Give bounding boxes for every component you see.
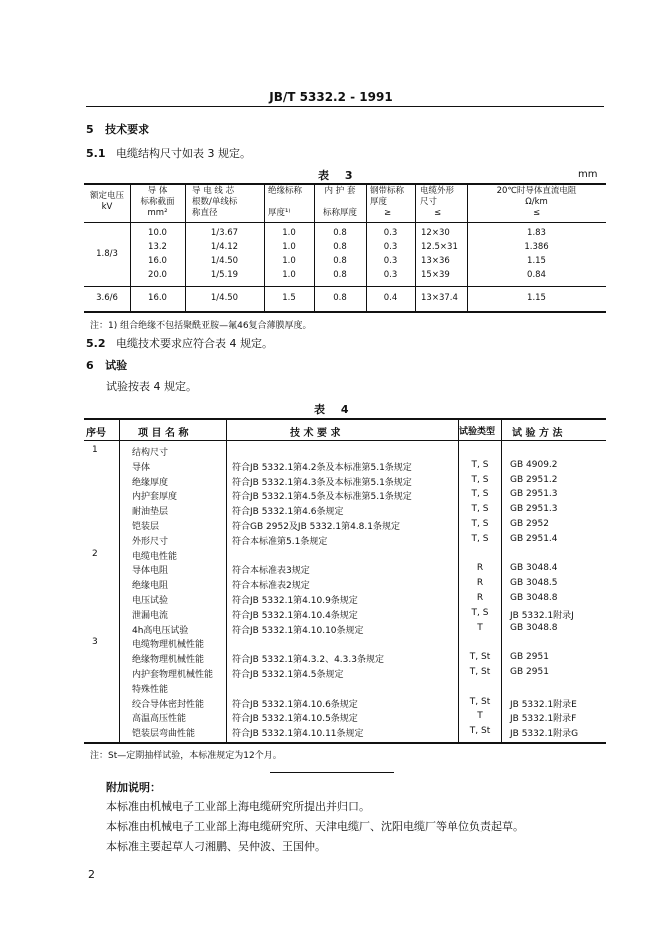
t3-cell-steel-tape: 0.3	[383, 242, 398, 252]
t4-cell-requirement: 符合JB 5332.1第4.10.10条规定	[232, 625, 364, 636]
t4-cell-item-name: 外形尺寸	[132, 536, 169, 547]
t3-cell-outer-size: 13×37.4	[421, 293, 458, 303]
t3-cell-area: 16.0	[148, 293, 167, 303]
t4-cell-test-type: T, S	[471, 489, 489, 500]
t4-cell-requirement: 符合JB 5332.1第4.10.11条规定	[232, 729, 364, 740]
t4-cell-item-name: 内护套物理机械性能	[132, 670, 214, 680]
table-4-caption: 表 4	[314, 403, 355, 416]
t4-header-requirement: 技 术 要 求	[290, 428, 341, 439]
t4-header-item: 项 目 名 称	[138, 428, 189, 439]
t4-cell-requirement: 符合本标准表3规定	[232, 566, 310, 577]
t3-header-outer-size: 电缆外形 尺寸 ≤	[420, 186, 455, 218]
t3-cell-steel-tape: 0.3	[383, 256, 398, 266]
t4-cell-test-type: T, S	[471, 519, 489, 529]
t4-cell-test-type: T, St	[469, 696, 491, 707]
t4-cell-test-type: T, S	[471, 459, 489, 470]
t3-voltage-group-1: 1.8/3	[96, 249, 118, 259]
t3-cell-sheath: 0.8	[333, 256, 347, 266]
t4-cell-item-name: 泄漏电流	[132, 610, 169, 621]
appendix-line-3: 本标准主要起草人刁湘鹏、吴仲波、王国仲。	[106, 840, 326, 853]
t4-cell-test-type: T	[477, 622, 483, 633]
t4-cell-item-name: 4h高电压试验	[132, 625, 189, 636]
t4-cell-item-name: 铠装层	[132, 522, 160, 532]
t4-cell-item-name: 绝缘厚度	[132, 477, 169, 488]
t4-cell-requirement: 符合JB 5332.1第4.5条及本标准第5.1条规定	[232, 492, 412, 503]
t3-cell-core: 1/4.12	[210, 242, 239, 252]
t4-cell-item-name: 结构尺寸	[132, 448, 169, 458]
t3-voltage-group-2: 3.6/6	[96, 293, 118, 303]
section-6-number: 6	[86, 359, 94, 372]
t4-cell-test-type: T	[477, 711, 483, 722]
t4-cell-test-method: JB 5332.1附录E	[510, 699, 577, 710]
t4-cell-item-name: 电缆物理机械性能	[132, 640, 205, 651]
t4-cell-requirement: 符合JB 5332.1第4.5条规定	[232, 670, 344, 680]
header-rule	[86, 106, 604, 107]
t4-cell-test-method: GB 3048.5	[510, 578, 558, 589]
page-number: 2	[88, 868, 95, 881]
t4-cell-requirement: 符合JB 5332.1第4.3条及本标准第5.1条规定	[232, 477, 412, 488]
t4-cell-test-type: T, S	[471, 504, 489, 515]
t4-cell-requirement: 符合JB 5332.1第4.6条规定	[232, 507, 344, 518]
t3-cell-insulation: 1.0	[282, 228, 296, 238]
t4-cell-test-type: T, S	[471, 474, 489, 485]
t4-cell-test-method: JB 5332.1附录G	[510, 729, 579, 740]
t4-cell-item-name: 电缆电性能	[132, 551, 178, 562]
t4-header-test-type: 试验类型	[459, 427, 496, 437]
t4-cell-item-name: 电压试验	[132, 596, 169, 606]
t3-cell-resistance: 1.386	[524, 242, 549, 252]
t4-cell-test-type: R	[476, 593, 484, 603]
t3-header-core: 导 电 线 芯 根数/单线标 称直径	[192, 186, 238, 218]
t4-cell-requirement: 符合JB 5332.1第4.10.5条规定	[232, 714, 358, 725]
t4-cell-test-method: GB 3048.8	[510, 593, 558, 603]
t3-header-sheath: 内 护 套 标称厚度	[322, 186, 357, 218]
t4-cell-test-type: T, S	[471, 607, 489, 618]
t4-cell-item-name: 绝缘物理机械性能	[132, 655, 205, 666]
t3-cell-insulation: 1.0	[282, 242, 296, 252]
t3-cell-outer-size: 13×36	[421, 256, 450, 266]
t4-cell-requirement: 符合JB 5332.1第4.10.6条规定	[232, 699, 358, 710]
t3-cell-area: 10.0	[148, 228, 167, 238]
t3-cell-sheath: 0.8	[333, 228, 347, 238]
t4-cell-requirement: 符合本标准表2规定	[232, 581, 310, 592]
t3-header-voltage: 额定电压 kV	[89, 191, 124, 212]
section-6-title: 试验	[105, 359, 128, 372]
t3-cell-sheath: 0.8	[333, 293, 347, 303]
section-5-title: 技术要求	[105, 123, 150, 136]
t4-cell-item-name: 铠装层弯曲性能	[132, 729, 196, 740]
clause-5-2	[86, 335, 273, 351]
t4-cell-requirement: 符合JB 5332.1第4.10.9条规定	[232, 596, 358, 606]
t4-cell-no: 1	[92, 445, 98, 455]
t4-cell-test-method: GB 2951.2	[510, 474, 558, 485]
t4-cell-requirement: 符合JB 5332.1第4.3.2、4.3.3条规定	[232, 655, 384, 666]
table-3-unit: mm	[578, 169, 598, 180]
appendix-rule	[270, 772, 394, 773]
t3-cell-steel-tape: 0.3	[383, 270, 398, 280]
t4-cell-test-method: GB 2951.3	[510, 504, 558, 515]
appendix-line-1: 本标准由机械电子工业部上海电缆研究所提出并归口。	[106, 800, 370, 813]
t4-cell-test-method: JB 5332.1附录J	[510, 610, 574, 621]
t4-cell-item-name: 高温高压性能	[132, 714, 187, 725]
t4-cell-test-type: T, St	[469, 652, 491, 663]
table-3-note: 注：1) 组合绝缘不包括聚酰亚胺—氟46复合薄膜厚度。	[90, 321, 312, 331]
t3-cell-insulation: 1.5	[282, 293, 296, 303]
t3-cell-resistance: 1.83	[527, 228, 546, 238]
table-4-note: 注：St—定期抽样试验，本标准规定为12个月。	[90, 751, 282, 761]
page-header: JB/T 5332.2 - 1991	[269, 90, 393, 104]
t3-cell-area: 20.0	[148, 270, 167, 280]
t4-cell-item-name: 导体	[132, 462, 151, 473]
clause-5-2-number: 5.2	[86, 337, 106, 350]
t4-cell-test-method: GB 3048.4	[510, 563, 558, 574]
t3-cell-sheath: 0.8	[333, 242, 347, 252]
t4-cell-item-name: 特殊性能	[132, 684, 169, 695]
t4-cell-test-method: GB 4909.2	[510, 459, 558, 470]
t4-cell-no: 3	[92, 637, 98, 648]
t3-cell-insulation: 1.0	[282, 270, 296, 280]
section-6-heading	[86, 357, 127, 373]
t3-header-resistance: 20℃时导体直流电阻 Ω/km ≤	[496, 186, 577, 218]
t3-cell-area: 16.0	[148, 256, 167, 266]
t4-cell-test-method: GB 2951	[510, 667, 549, 677]
t3-cell-resistance: 1.15	[527, 293, 546, 303]
t4-header-method: 试 验 方 法	[512, 428, 563, 439]
t4-cell-test-method: GB 2951	[510, 652, 549, 663]
t4-cell-no: 2	[92, 548, 98, 559]
appendix-line-2: 本标准由机械电子工业部上海电缆研究所、天津电缆厂、沈阳电缆厂等单位负责起草。	[106, 820, 524, 833]
t4-cell-item-name: 内护套厚度	[132, 492, 178, 503]
t3-cell-resistance: 0.84	[527, 270, 546, 280]
t4-header-no: 序号	[86, 428, 106, 439]
t4-cell-test-type: R	[476, 578, 484, 589]
t3-cell-core: 1/4.50	[210, 256, 239, 266]
t4-cell-requirement: 符合JB 5332.1第4.2条及本标准第5.1条规定	[232, 462, 412, 473]
t3-cell-steel-tape: 0.3	[383, 228, 398, 238]
table-3-caption: 表 3	[318, 169, 359, 182]
t4-cell-item-name: 耐油垫层	[132, 507, 169, 518]
t4-cell-test-method: JB 5332.1附录F	[510, 714, 577, 725]
clause-5-1-number: 5.1	[86, 147, 106, 160]
t3-cell-core: 1/3.67	[210, 228, 239, 238]
t3-cell-sheath: 0.8	[333, 270, 347, 280]
t4-cell-test-method: GB 2951.3	[510, 489, 558, 500]
t4-cell-test-method: GB 3048.8	[510, 622, 558, 633]
t4-cell-item-name: 绝缘电阻	[132, 581, 169, 592]
t4-cell-item-name: 导体电阻	[132, 566, 169, 577]
t4-cell-test-type: T, St	[469, 726, 491, 737]
t3-header-conductor: 导 体 标称截面 mm²	[140, 186, 175, 218]
t3-cell-core: 1/4.50	[210, 293, 239, 303]
t3-cell-resistance: 1.15	[527, 256, 546, 266]
t3-cell-steel-tape: 0.4	[383, 293, 398, 303]
t4-cell-item-name: 绞合导体密封性能	[132, 699, 205, 710]
t4-cell-test-method: GB 2951.4	[510, 533, 558, 544]
clause-5-2-text: 电缆技术要求应符合表 4 规定。	[116, 337, 273, 350]
t4-cell-test-type: R	[476, 563, 484, 574]
t3-cell-area: 13.2	[148, 242, 167, 252]
t3-header-steel-tape: 钢带标称 厚度 ≥	[370, 186, 405, 218]
t3-cell-outer-size: 12.5×31	[421, 242, 458, 252]
t4-cell-test-type: T, S	[471, 533, 489, 544]
t3-cell-outer-size: 15×39	[421, 270, 450, 280]
t4-cell-test-method: GB 2952	[510, 519, 549, 529]
section-5-heading	[86, 121, 149, 137]
section-6-text: 试验按表 4 规定。	[106, 380, 197, 393]
t4-cell-test-type: T, St	[469, 667, 491, 677]
appendix-title: 附加说明：	[106, 781, 161, 794]
t3-cell-outer-size: 12×30	[421, 228, 450, 238]
t4-cell-requirement: 符合JB 5332.1第4.10.4条规定	[232, 610, 358, 621]
t4-cell-requirement: 符合GB 2952及JB 5332.1第4.8.1条规定	[232, 522, 400, 532]
clause-5-1-text: 电缆结构尺寸如表 3 规定。	[116, 147, 251, 160]
t4-cell-requirement: 符合本标准第5.1条规定	[232, 536, 328, 547]
t3-cell-core: 1/5.19	[210, 270, 239, 280]
clause-5-1	[86, 145, 251, 161]
t3-header-insulation: 绝缘标称 厚度¹⁾	[268, 186, 303, 218]
t3-cell-insulation: 1.0	[282, 256, 296, 266]
section-5-number: 5	[86, 123, 94, 136]
